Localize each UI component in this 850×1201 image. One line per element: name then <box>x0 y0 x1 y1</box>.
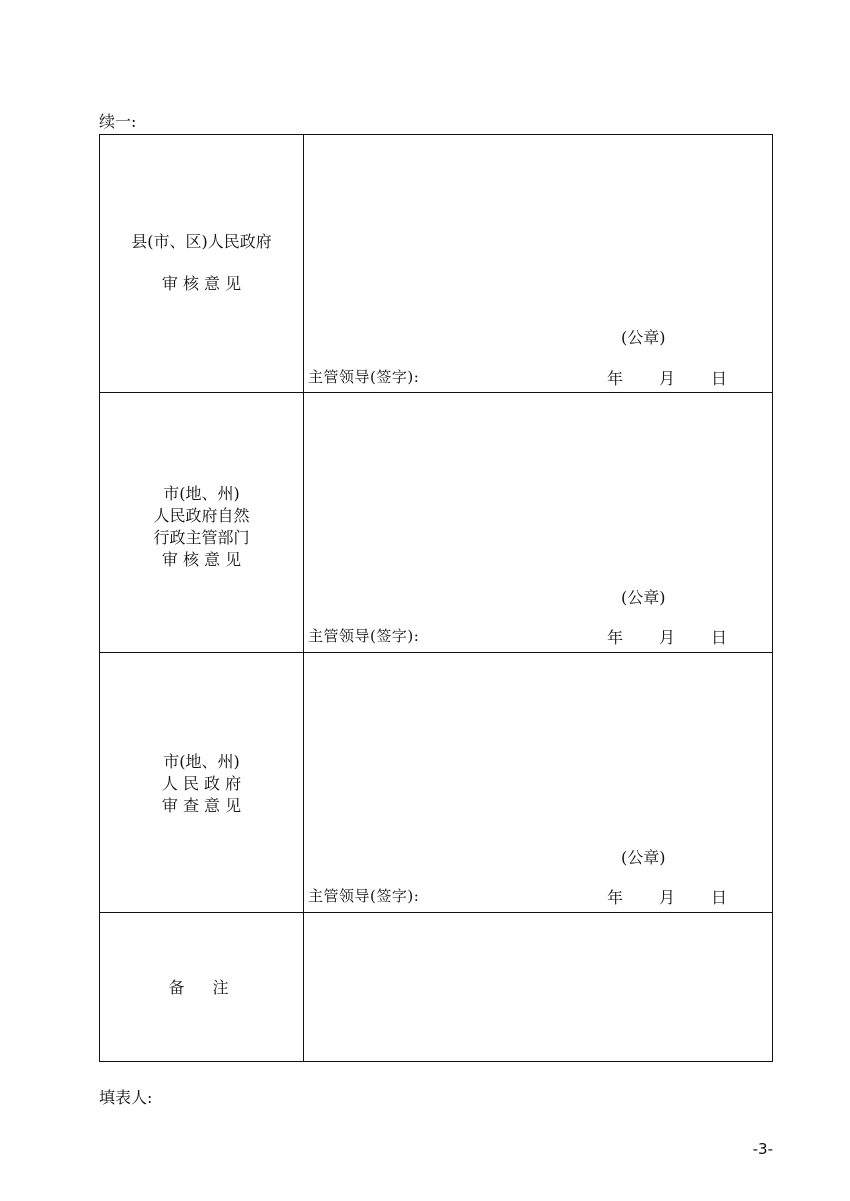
row-label-line: 审 查 意 见 <box>161 796 242 815</box>
date-year[interactable]: 年 <box>607 888 624 907</box>
row-label-line: 市(地、州) <box>163 752 240 771</box>
official-seal-label: (公章) <box>621 848 666 867</box>
row-label-line: 审 核 意 见 <box>161 550 242 569</box>
leader-signature-field[interactable]: 主管领导(签字): <box>308 368 420 386</box>
leader-signature-field[interactable]: 主管领导(签字): <box>308 627 420 645</box>
date-month[interactable]: 月 <box>659 628 676 647</box>
date-year[interactable]: 年 <box>607 369 624 388</box>
row-label-line: 人民政府自然 <box>153 506 250 525</box>
date-day[interactable]: 日 <box>711 369 728 388</box>
page-number: -3- <box>752 1140 773 1158</box>
county-review-label <box>100 231 303 295</box>
continuation-label: 续一: <box>99 112 137 131</box>
date-day[interactable]: 日 <box>711 888 728 907</box>
filler-label: 填表人: <box>99 1088 153 1107</box>
column-divider <box>303 135 304 1061</box>
date-month[interactable]: 月 <box>659 888 676 907</box>
official-seal-label: (公章) <box>621 328 666 347</box>
row-label-line: 审 核 意 见 <box>161 274 242 293</box>
row-label-line: 县(市、区)人民政府 <box>131 232 272 251</box>
row-divider <box>100 652 772 653</box>
row-label-line: 市(地、州) <box>163 484 240 503</box>
approval-form-table <box>99 134 773 1062</box>
date-month[interactable]: 月 <box>659 369 676 388</box>
city-government-review-label <box>100 751 303 817</box>
row-label-line: 人 民 政 府 <box>161 774 242 793</box>
remarks-label <box>100 977 303 999</box>
official-seal-label: (公章) <box>621 588 666 607</box>
row-label-line: 备 注 <box>168 978 235 997</box>
remarks-field[interactable] <box>306 915 770 1059</box>
date-year[interactable]: 年 <box>607 628 624 647</box>
leader-signature-field[interactable]: 主管领导(签字): <box>308 887 420 905</box>
date-day[interactable]: 日 <box>711 628 728 647</box>
row-label-line: 行政主管部门 <box>153 528 250 547</box>
row-divider <box>100 392 772 393</box>
city-natural-resources-review-label <box>100 483 303 571</box>
row-divider <box>100 912 772 913</box>
